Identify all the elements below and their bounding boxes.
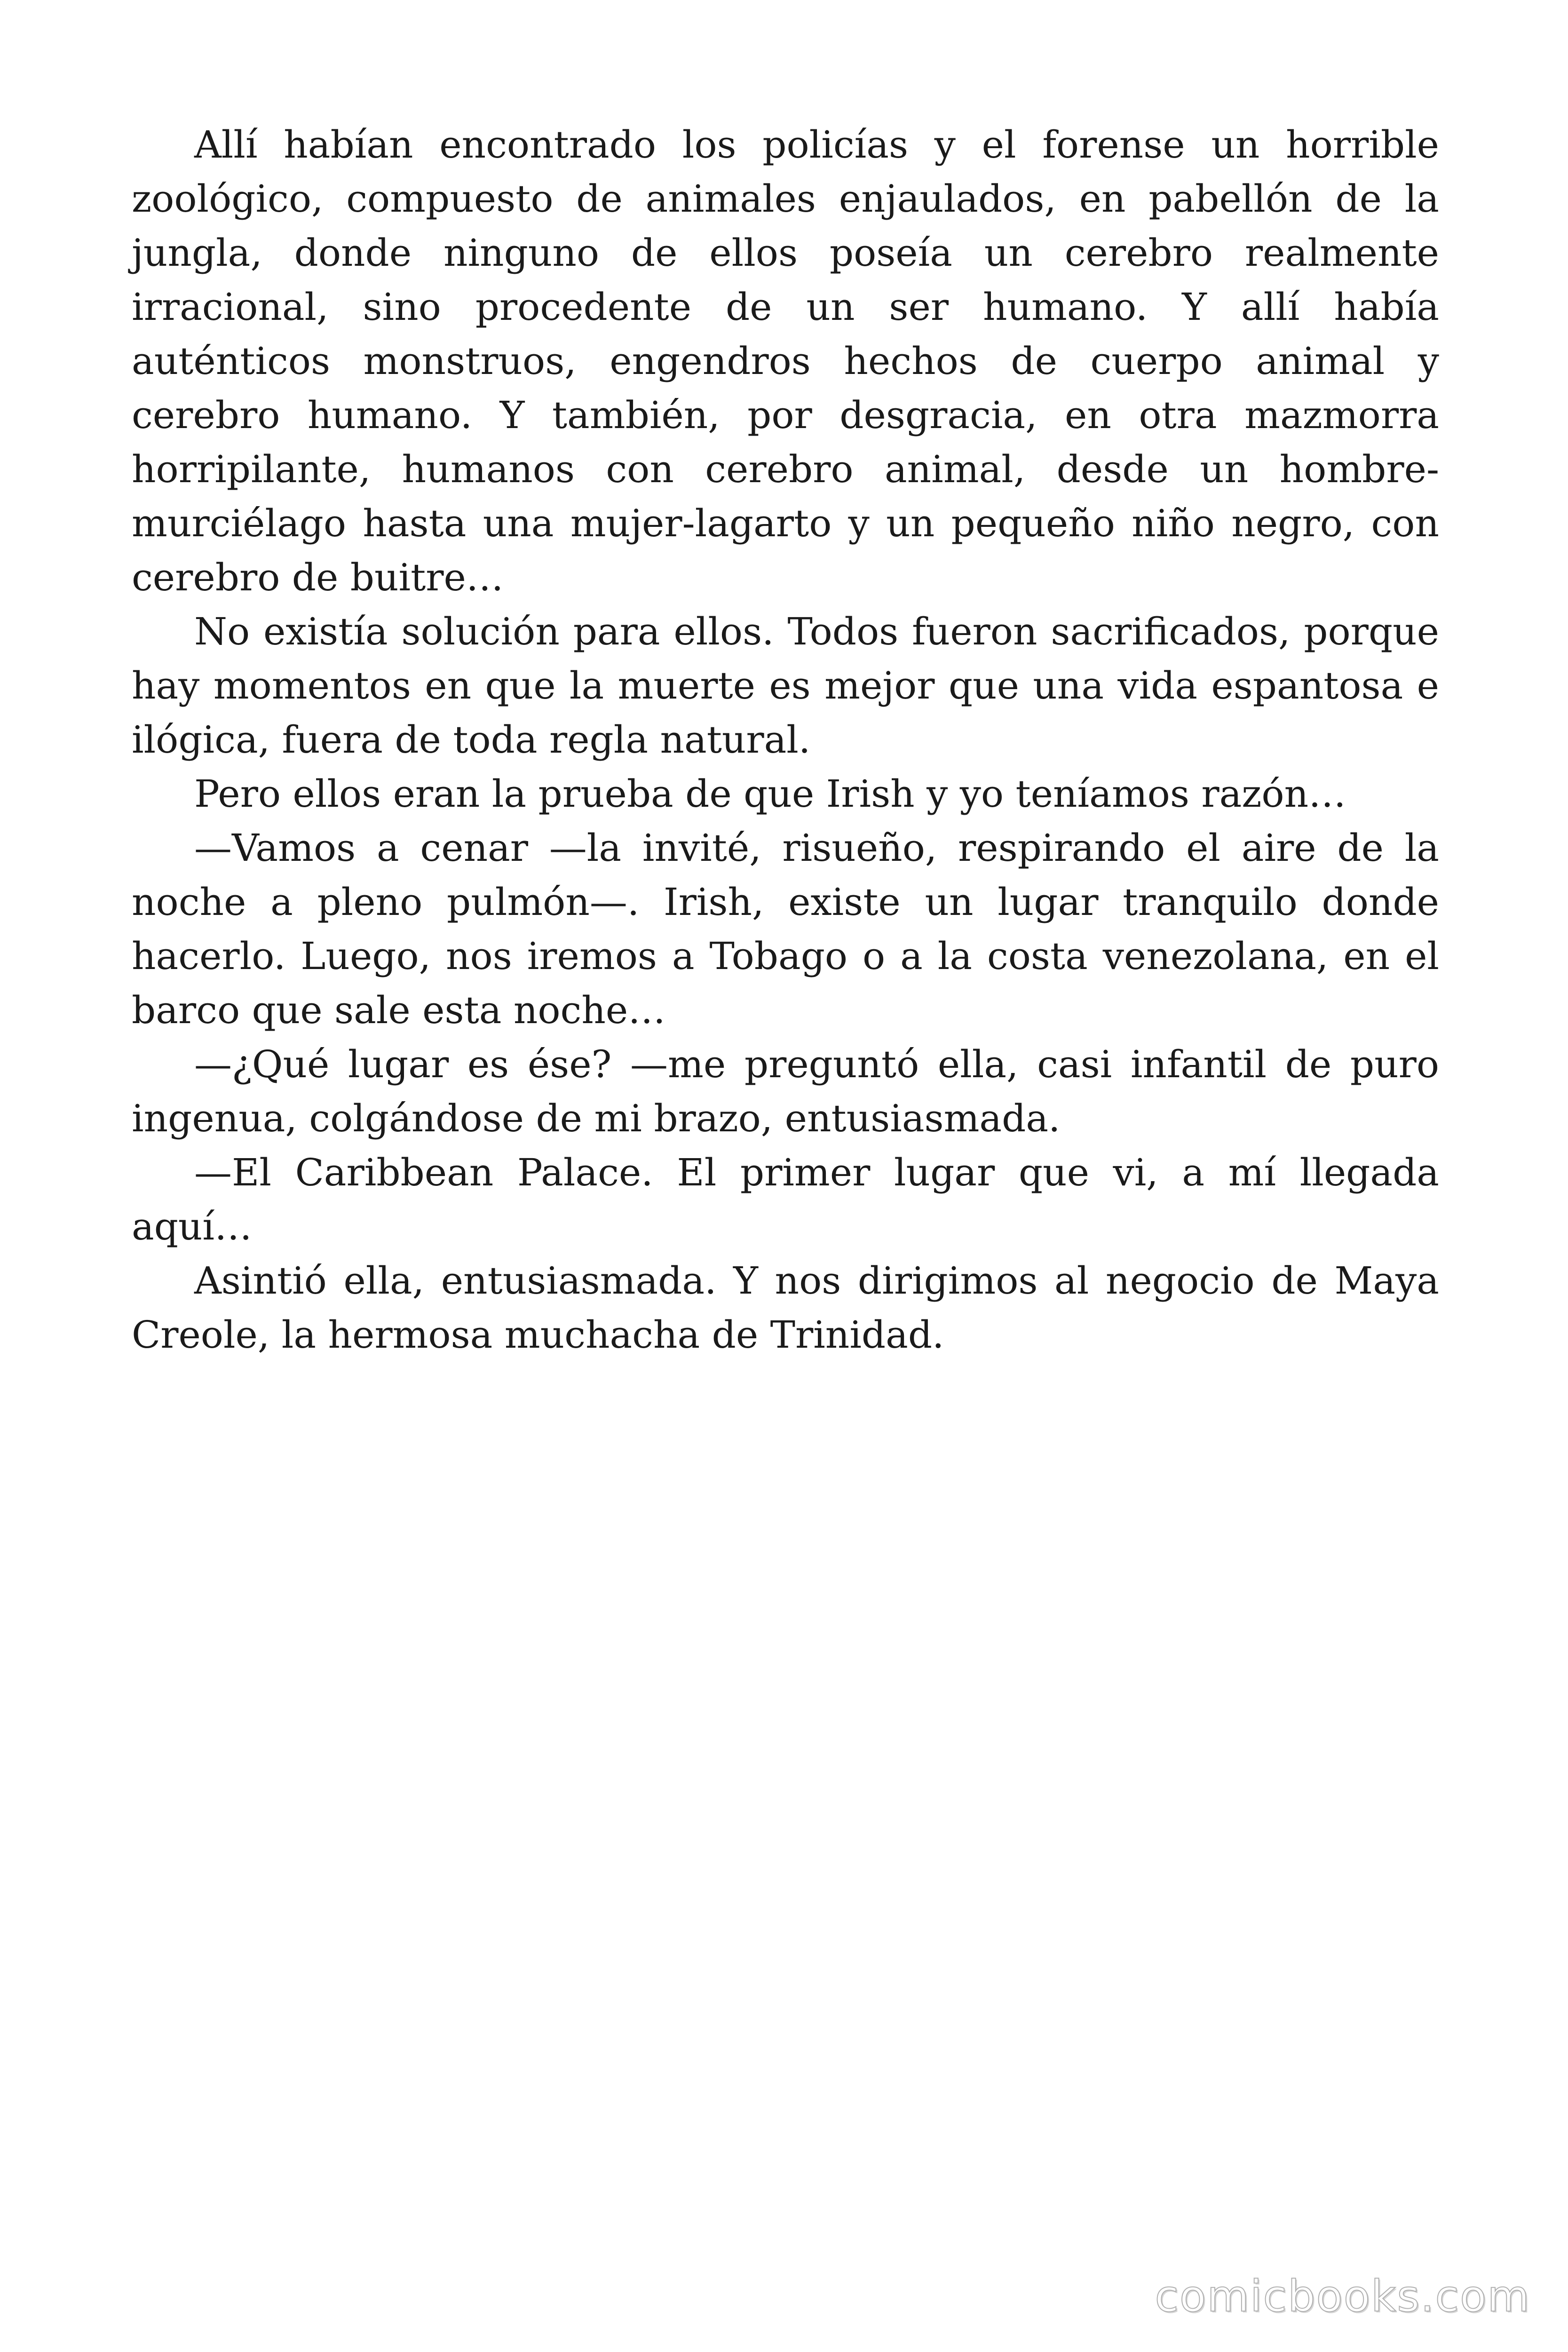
paragraph: Pero ellos eran la prueba de que Irish y yo teníamos razón… — [194, 772, 1346, 816]
paragraph: —El Caribbean Palace. El primer lugar que vi, a mí llegada aquí… — [132, 1151, 1439, 1248]
paragraph: —¿Qué lugar es ése? —me preguntó ella, casi infantil de puro ingenua, colgándose de mi brazo, entusiasmada. — [132, 1042, 1439, 1140]
paragraph: No existía solución para ellos. Todos fueron sacrificados, porque hay momentos en que la muerte es mejor que una vida espantosa e ilógica, fuera de toda regla natural. — [132, 610, 1439, 762]
paragraph: Asintió ella, entusiasmada. Y nos dirigimos al negocio de Maya Creole, la hermosa muchacha de Trinidad. — [132, 1259, 1439, 1357]
watermark: comicbooks.com — [1155, 2271, 1530, 2321]
paragraph: —Vamos a cenar —la invité, risueño, respirando el aire de la noche a pleno pulmón—. Irish, existe un lugar tranquilo donde hacerlo. Luego, nos iremos a Tobago o a la costa venezolana, en el barco que sale esta noche… — [132, 826, 1439, 1032]
page-body — [132, 118, 1439, 1362]
paragraph: Allí habían encontrado los policías y el forense un horrible zoológico, compuesto de animales enjaulados, en pabellón de la jungla, donde ninguno de ellos poseía un cerebro realmente irracional, sino procedente de un ser humano. Y allí había auténticos monstruos, engendros hechos de cuerpo animal y cerebro humano. Y también, por desgracia, en otra mazmorra horripilante, humanos con cerebro animal, desde un hombre-murciélago hasta una mujer-lagarto y un pequeño niño negro, con cerebro de buitre… — [132, 123, 1439, 599]
